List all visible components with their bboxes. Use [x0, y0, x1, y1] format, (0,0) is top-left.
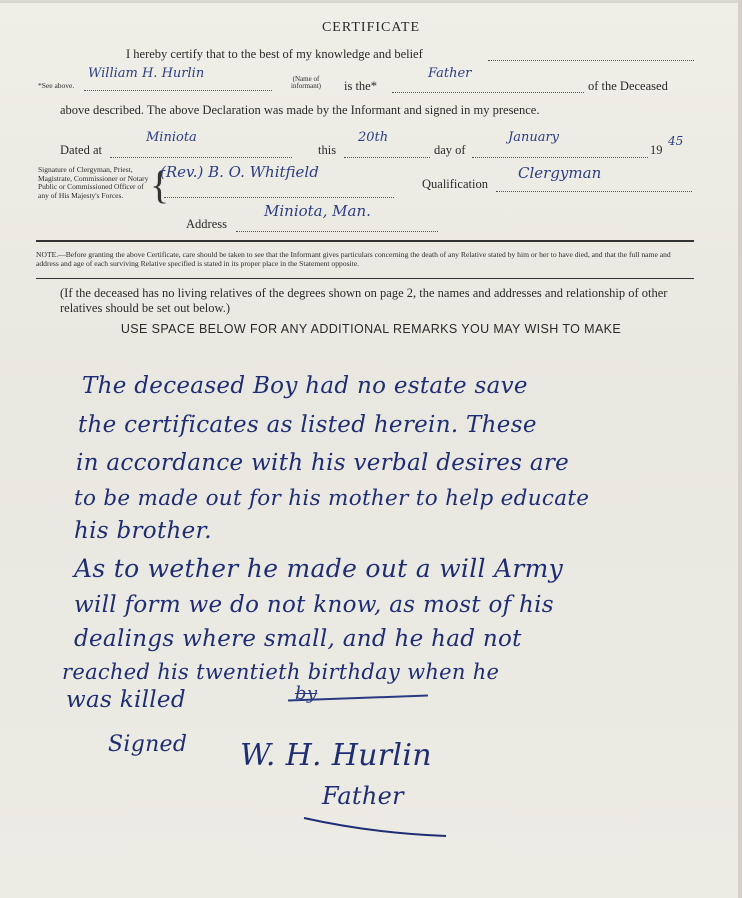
remark-line: dealings where small, and he had not — [74, 626, 522, 652]
signed-label-handwritten: Signed — [108, 732, 188, 757]
remark-line: As to wether he made out a will Army — [74, 554, 564, 583]
declaration-statement: above described. The above Declaration was made by the Informant and signed in my presence. — [60, 103, 540, 117]
relatives-instruction: (If the deceased has no living relatives of the degrees shown on page 2, the names and addresses and relationship of other relatives should be set out below.) — [60, 286, 668, 315]
address-label: Address — [186, 217, 227, 231]
signature-brace: { — [150, 162, 170, 207]
signature-role-handwritten: Father — [322, 782, 404, 810]
page-right-edge — [738, 0, 742, 898]
remark-line: in accordance with his verbal desires are — [76, 450, 570, 476]
page-top-edge — [0, 0, 742, 3]
note-top-rule — [36, 240, 694, 242]
qualification-handwritten: Clergyman — [518, 164, 602, 182]
relationship-handwritten: Father — [428, 66, 472, 81]
remarks-heading: USE SPACE BELOW FOR ANY ADDITIONAL REMARKS YOU MAY WISH TO MAKE — [120, 322, 622, 336]
signature-caption: Signature of Clergyman, Priest, Magistrate, Commissioner or Notary Public or Commissioned Officer of any of His Majesty's Forces. — [38, 165, 149, 200]
see-above-note: *See above. — [38, 81, 75, 90]
day-dotted-line — [344, 145, 430, 158]
qualification-label: Qualification — [422, 177, 488, 191]
remark-line: to be made out for his mother to help educate — [74, 486, 590, 511]
remark-line: will form we do not know, as most of his — [74, 592, 554, 618]
struck-out-word: by — [295, 683, 318, 704]
remark-line: his brother. — [74, 518, 212, 544]
address-dotted-line — [236, 219, 438, 232]
certify-statement: I hereby certify that to the best of my knowledge and belief — [126, 47, 423, 61]
note-bottom-rule — [36, 278, 694, 279]
informant-name-handwritten: William H. Hurlin — [88, 66, 205, 81]
signer-signature-handwritten: (Rev.) B. O. Whitfield — [160, 163, 319, 181]
remark-line: was killed — [66, 687, 186, 713]
signature-flourish — [300, 806, 460, 840]
dated-at-label: Dated at — [60, 143, 102, 157]
relationship-dotted-line — [392, 80, 584, 93]
month-dotted-line — [472, 145, 648, 158]
remark-line: the certificates as listed herein. These — [78, 412, 537, 438]
signature-dotted-line — [164, 185, 394, 198]
this-label: this — [318, 143, 337, 157]
remark-line: reached his twentieth birthday when he — [62, 660, 500, 684]
day-of-label: day of — [434, 143, 466, 157]
month-handwritten: January — [508, 130, 560, 145]
certificate-title: CERTIFICATE — [321, 20, 421, 35]
dated-at-dotted-line — [110, 145, 292, 158]
year-suffix-handwritten: 45 — [668, 134, 684, 148]
note-paragraph: NOTE.—Before granting the above Certificate, care should be taken to see that the Informant gives particulars concerning the death of any Relative stated by him or her to have died, and that the full name and address and age of each surviving Relative specified is stated in its proper place in the Statement opposite. — [36, 250, 671, 268]
year-prefix: 19 — [650, 143, 663, 157]
remark-line: The deceased Boy had no estate save — [82, 373, 528, 399]
dated-place-handwritten: Miniota — [146, 130, 197, 145]
is-the-label: is the* — [344, 79, 377, 93]
of-the-deceased-label: of the Deceased — [588, 79, 668, 93]
certify-dotted-line — [488, 48, 694, 61]
name-of-informant-caption: (Name of informant) — [291, 75, 321, 90]
day-handwritten: 20th — [358, 130, 389, 145]
address-handwritten: Miniota, Man. — [264, 202, 371, 220]
signature-name-handwritten: W. H. Hurlin — [240, 738, 432, 773]
